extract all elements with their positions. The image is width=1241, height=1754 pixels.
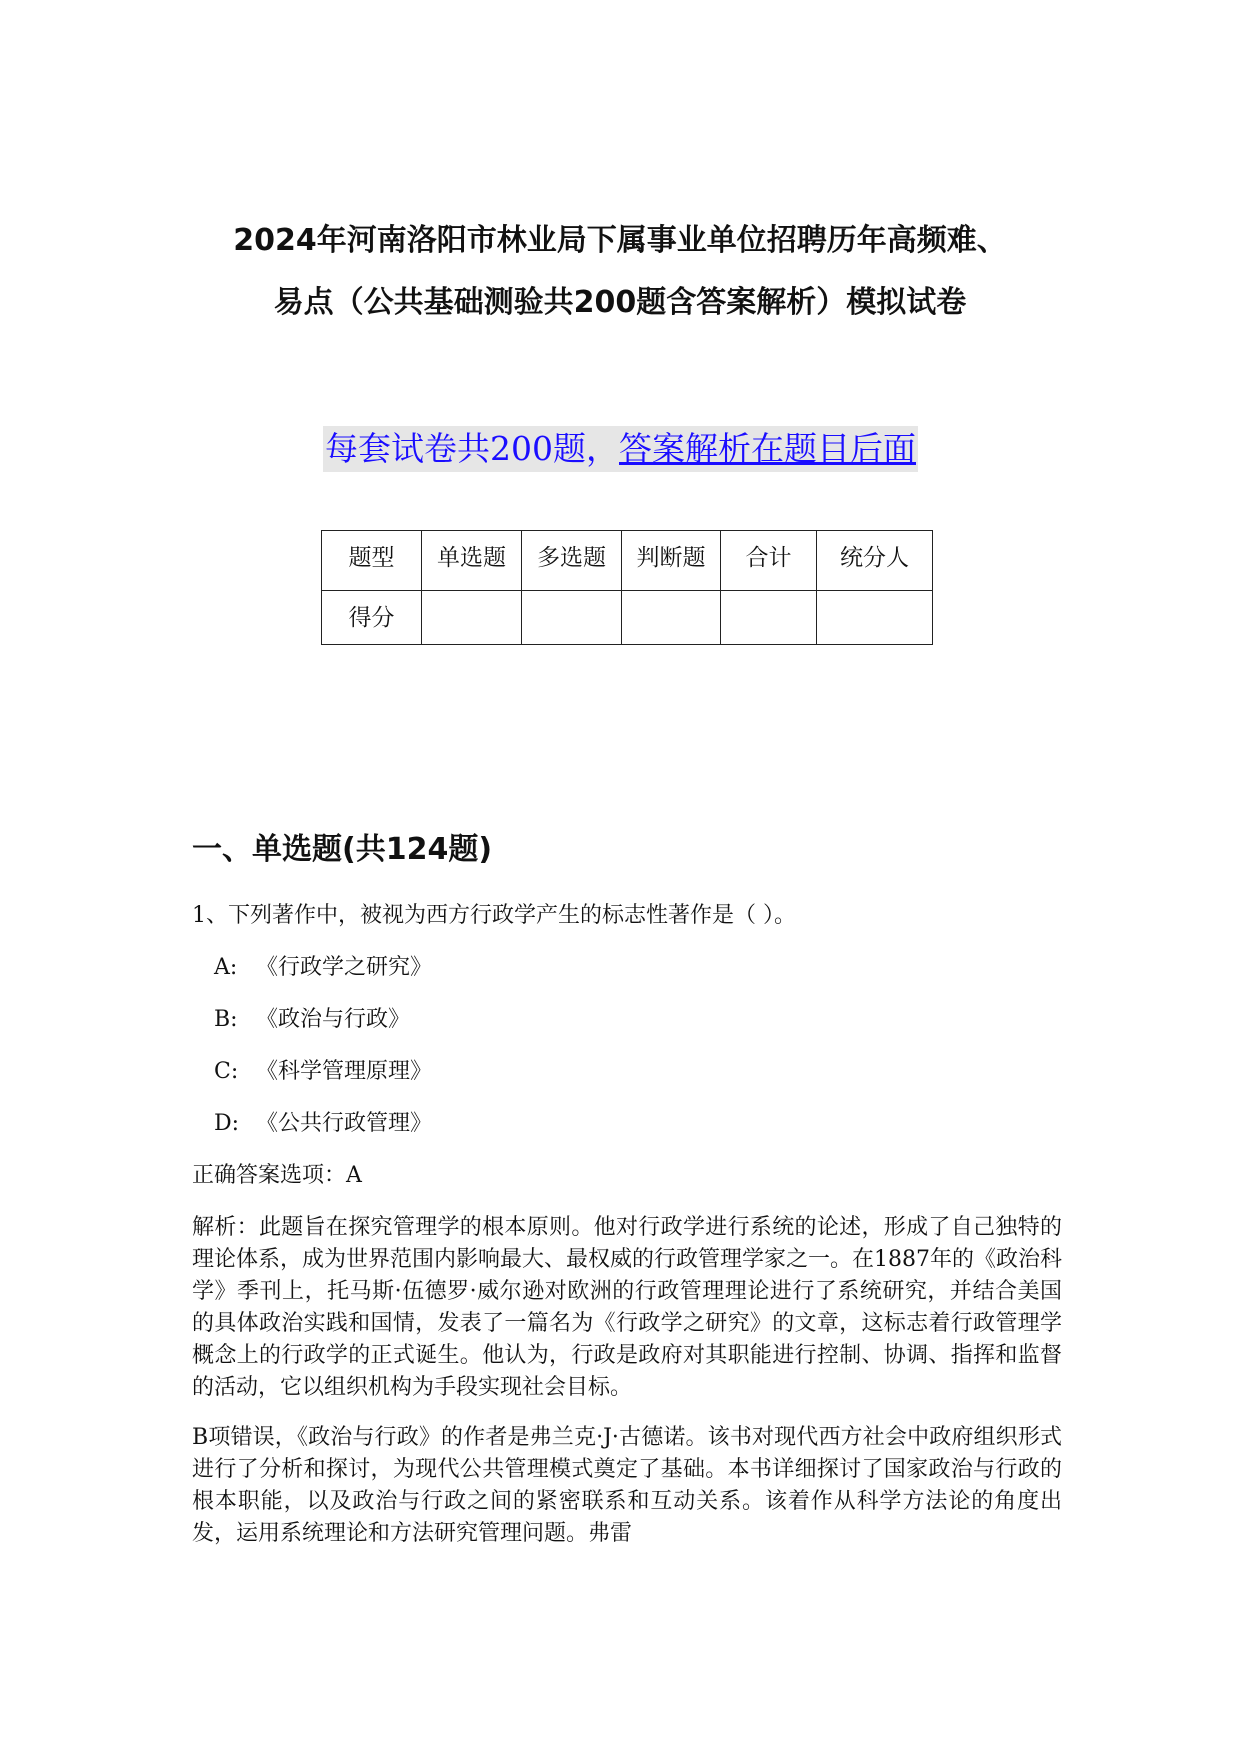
score-cell-multiple-choice[interactable]: [522, 591, 622, 645]
score-cell-single-choice[interactable]: [422, 591, 522, 645]
option-a-letter: A:: [214, 955, 238, 980]
score-table-score-row: [322, 591, 933, 645]
score-cell-scorer[interactable]: [817, 591, 933, 645]
question-stem: 1、下列著作中，被视为西方行政学产生的标志性著作是（ ）。: [192, 903, 796, 928]
option-c-text: 《科学管理原理》: [256, 1059, 433, 1084]
option-c-letter: C:: [214, 1059, 239, 1084]
document-title-line-1: 2024年河南洛阳市林业局下属事业单位招聘历年高频难、: [233, 223, 1007, 258]
header-cell-scorer: 统分人: [817, 531, 933, 591]
score-cell-total[interactable]: [721, 591, 817, 645]
option-b-text: 《政治与行政》: [256, 1007, 411, 1032]
document-title-line-2: 易点（公共基础测验共200题含答案解析）模拟试卷: [273, 285, 967, 320]
header-cell-multiple-choice: 多选题: [522, 531, 622, 591]
option-d-letter: D:: [214, 1111, 240, 1136]
score-table: [321, 530, 933, 645]
option-d-text: 《公共行政管理》: [256, 1111, 433, 1136]
header-cell-true-false: 判断题: [622, 531, 721, 591]
section-heading-single-choice: 一、单选题(共124题): [192, 832, 493, 867]
option-list: [192, 952, 1062, 1140]
option-a[interactable]: [214, 952, 1062, 984]
option-c[interactable]: [214, 1056, 1062, 1088]
score-table-header-row: [322, 531, 933, 591]
header-cell-total: 合计: [721, 531, 817, 591]
option-b[interactable]: [214, 1004, 1062, 1036]
score-cell-true-false[interactable]: [622, 591, 721, 645]
option-d[interactable]: [214, 1108, 1062, 1140]
banner: [0, 426, 1241, 472]
option-b-letter: B:: [214, 1007, 238, 1032]
correct-answer: 正确答案选项：A: [192, 1163, 362, 1188]
header-cell-type: 题型: [322, 531, 422, 591]
explanation-paragraph-2: B项错误，《政治与行政》的作者是弗兰克·J·古德诺。该书对现代西方社会中政府组织形式进行了分析和探讨，为现代公共管理模式奠定了基础。本书详细探讨了国家政治与行政的根本职能，以及政治与行政之间的紧密联系和互动关系。该着作从科学方法论的角度出发，运用系统理论和方法研究管理问题。弗雷: [192, 1425, 1062, 1546]
score-row-label: 得分: [322, 591, 422, 645]
explanation-paragraph-1: 解析：此题旨在探究管理学的根本原则。他对行政学进行系统的论述，形成了自己独特的理论体系，成为世界范围内影响最大、最权威的行政管理学家之一。在1887年的《政治科学》季刊上，托马斯·伍德罗·威尔逊对欧洲的行政管理理论进行了系统研究，并结合美国的具体政治实践和国情，发表了一篇名为《行政学之研究》的文章，这标志着行政管理学概念上的行政学的正式诞生。他认为，行政是政府对其职能进行控制、协调、指挥和监督的活动，它以组织机构为手段实现社会目标。: [192, 1215, 1062, 1400]
answer-location-link[interactable]: 答案解析在题目后面: [619, 429, 916, 468]
document-title: [150, 210, 1090, 334]
question-1: [192, 900, 1062, 1568]
banner-prefix: 每套试卷共200题，: [325, 429, 619, 468]
banner-box: [323, 426, 918, 472]
header-cell-single-choice: 单选题: [422, 531, 522, 591]
option-a-text: 《行政学之研究》: [256, 955, 433, 980]
